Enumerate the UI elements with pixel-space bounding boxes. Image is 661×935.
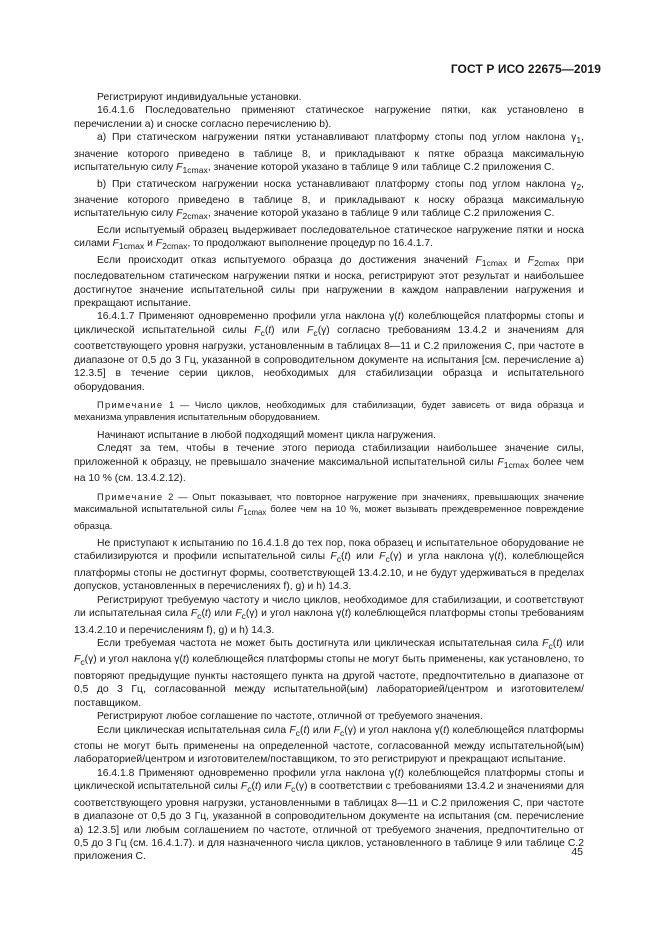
- paragraph: Регистрируют требуемую частоту и число циклов, необходимое для стабилизации, и соответствуют ли испытательная сила $F_c(t)$ или $F_c(\gamma)$ и угол наклона γ(t) колеблющейся платформы стопы требованиям 13.4.2.10 и перечислениям f), g) и h) 14.3.: [74, 594, 584, 636]
- note-2: Примечание 2 — Опыт показывает, что повторное нагружение при значениях, превышающих значение максимальной испытательной силы $F_{1cmax}$ более чем на 10 %, может вызывать преждевременное повреждение образца.: [74, 490, 584, 531]
- paragraph: Если испытуемый образец выдерживает последовательное статическое нагружение пятки и носка силами $F_{1cmax}$ и $F_{2cmax}$, то продолжают выполнение процедур по 16.4.1.7.: [74, 224, 584, 252]
- list-item-a: а) При статическом нагружении пятки устанавливают платформу стопы под углом наклона $\gamma_1$, значение которого приведено в таблице 8, и прикладывают к пятке образца максимальную испытательную силу $F_{1cmax}$, значение которой указано в таблице 9 или таблице С.2 приложения С.: [74, 132, 584, 176]
- paragraph: 16.4.1.6 Последовательно применяют статическое нагружение пятки, как установлено в перечислении а) и сноске согласно перечислению b).: [74, 105, 584, 130]
- paragraph: Регистрируют индивидуальные установки.: [97, 92, 302, 103]
- paragraph: Начинают испытание в любой подходящий момент цикла нагружения.: [97, 429, 436, 441]
- document-code: ГОСТ Р ИСО 22675—2019: [450, 62, 601, 76]
- paragraph: Если происходит отказ испытуемого образца до достижения значений $F_{1cmax}$ и $F_{2cmax}$ при последовательном статическом нагружении пятки и носка, регистрируют этот результат и наибольшее достигнутое значение испытательной силы при нагружении в каждом направлении нагружения и прекращают испытание.: [74, 254, 584, 310]
- paragraph: Если требуемая частота не может быть достигнута или циклическая испытательная сила $F_c(t)$ или $F_c(\gamma)$ и угол наклона γ(t) колеблющейся платформы стопы не могут быть применены, как установлено, то повторяют предыдущие пункты настоящего пункта на другой частоте, предпочтительно в диапазоне от 0,5 до 3 Гц, согласованной между испытательной(ым) лабораторией/центром и изготовителем/поставщиком.: [74, 638, 584, 709]
- paragraph: Следят за тем, чтобы в течение этого периода стабилизации наибольшее значение силы, приложенной к образцу, не превышало значение максимальной испытательной силы $F_{1cmax}$ более чем на 10 % (см. 13.4.2.12).: [74, 443, 584, 485]
- note-1: Примечание 1 — Число циклов, необходимых для стабилизации, будет зависеть от вида образца и механизма управления испытательным оборудованием.: [74, 398, 584, 423]
- page-number: 45: [571, 846, 583, 858]
- paragraph: Регистрируют любое соглашение по частоте, отличной от требуемого значения.: [97, 711, 483, 723]
- paragraph: Не приступают к испытанию по 16.4.1.8 до тех пор, пока образец и испытательное оборудование не стабилизируются и профили испытательной силы $F_c(t)$ или $F_c(\gamma)$ и угла наклона γ(t), колеблющейся платформы стопы не достигнут формы, соответствующей 13.4.2.10, и не будут удерживаться в пределах допусков, установленных в перечислениях f), g) и h) 14.3.: [74, 538, 584, 593]
- paragraph: Если циклическая испытательная сила $F_c(t)$ или $F_c(\gamma)$ и угол наклона γ(t) колеблющейся платформы стопы не могут быть применены на определенной частоте, согласованной между испытательной(ым) лабораторией/центром и изготовителем/поставщиком, то это регистрируют и прекращают испытание.: [74, 724, 584, 766]
- paragraph: 16.4.1.7 Применяют одновременно профили угла наклона γ(t) колеблющейся платформы стопы и циклической испытательной силы $F_c(t)$ или $F_c(\gamma)$ согласно требованиям 13.4.2 и значениям для соответствующего уровня нагрузки, установленным в таблицах 8—11 и С.2 приложения С, при частоте в диапазоне от 0,5 до 3 Гц, указанной в сопроводительном документе на испытания [см. перечисление а) 12.3.5] в течение серии циклов, необходимых для стабилизации образца и испытательного оборудования.: [74, 311, 584, 393]
- document-body: [74, 91, 584, 864]
- list-item-b: b) При статическом нагружении носка устанавливают платформу стопы под углом наклона $\gamma_2$, значение которого приведено в таблице 8, и прикладывают к носку образца максимальную испытательную силу $F_{2cmax}$, значение которой указано в таблице 9 или таблице С.2 приложения С.: [74, 178, 584, 222]
- paragraph: 16.4.1.8 Применяют одновременно профили угла наклона γ(t) колеблющейся платформы стопы и циклической испытательной силы $F_c(t)$ или $F_c(\gamma)$ в соответствии с требованиями 13.4.2 и значениями для соответствующего уровня нагрузки, установленными в таблицах 8—11 и С.2 приложения С, при частоте в диапазоне от 0,5 до 3 Гц, указанной в сопроводительном документе на испытания (см. перечисление а) 12.3.5] или любым соглашением по частоте, отличной от требуемого значения, предпочтительно от 0,5 до 3 Гц (см. 16.4.1.7). и для назначенного числа циклов, установленного в таблице 9 или таблице С.2 приложения С.: [74, 767, 584, 863]
